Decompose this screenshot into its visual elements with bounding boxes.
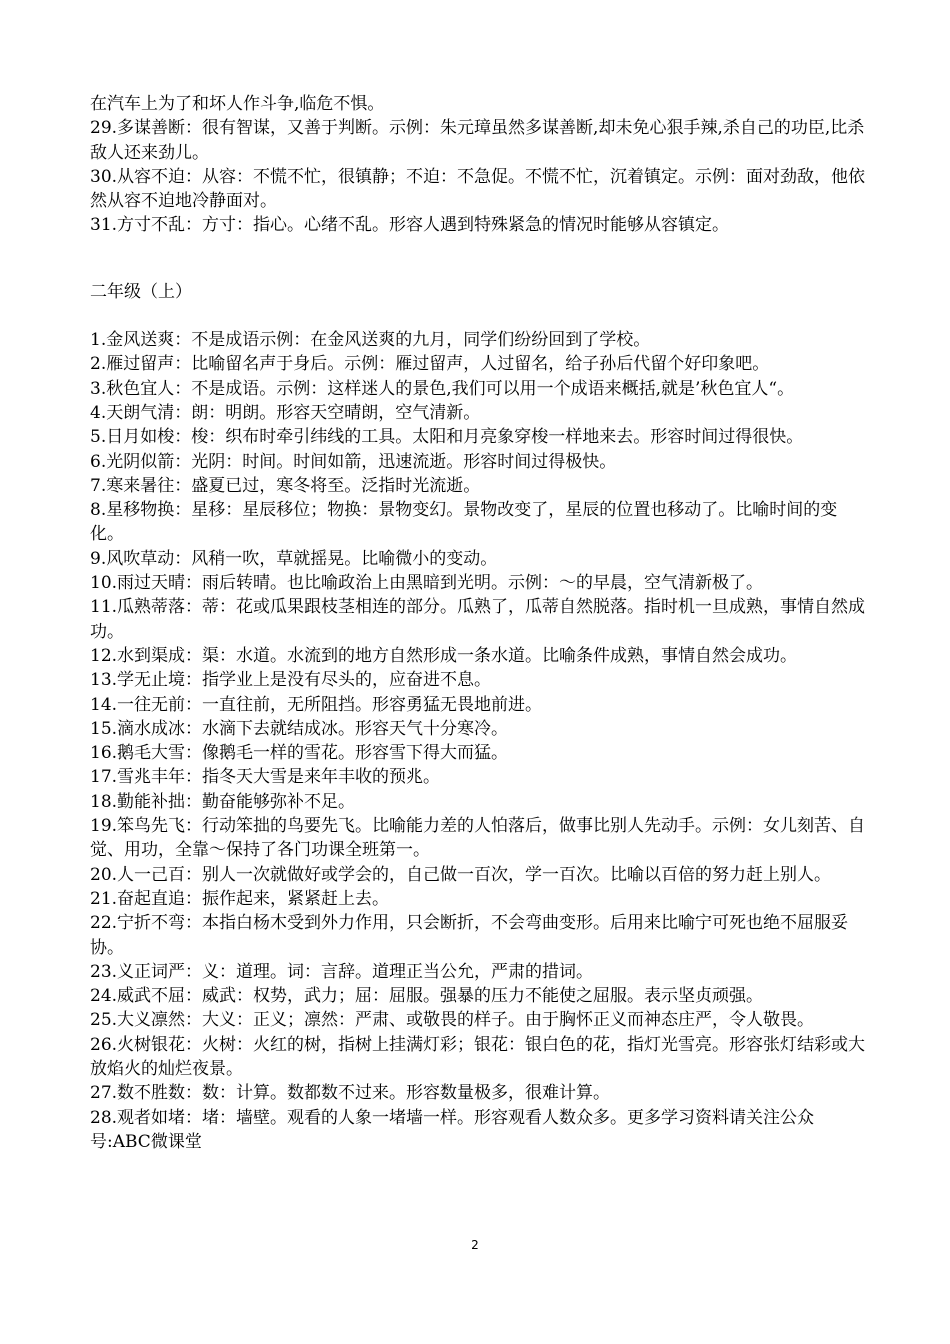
idiom-entry: 31.方寸不乱：方寸：指心。心绪不乱。形容人遇到特殊紧急的情况时能够从容镇定。 xyxy=(90,215,730,236)
page-number: 2 xyxy=(471,1238,479,1252)
idiom-list xyxy=(90,328,870,1154)
idiom-entry: 20.人一己百：别人一次就做好或学会的，自己做一百次，学一百次。比喻以百倍的努力赶上别人。 xyxy=(90,864,832,885)
idiom-entry: 17.雪兆丰年：指冬天大雪是来年丰收的预兆。 xyxy=(90,767,441,788)
idiom-entry: 14.一往无前：一直往前，无所阻挡。形容勇猛无畏地前进。 xyxy=(90,694,543,715)
idiom-entry: 29.多谋善断：很有智谋，又善于判断。示例：朱元璋虽然多谋善断,却未免心狠手辣,杀自己的功臣,比杀敌人还来劲儿。 xyxy=(90,118,865,163)
spacer xyxy=(90,238,870,280)
idiom-entry: 4.天朗气清：朗：明朗。形容天空晴朗，空气清新。 xyxy=(90,402,481,423)
idiom-entry: 16.鹅毛大雪：像鹅毛一样的雪花。形容雪下得大而猛。 xyxy=(90,743,509,764)
idiom-entry: 5.日月如梭：梭：织布时牵引纬线的工具。太阳和月亮象穿梭一样地来去。形容时间过得很快。 xyxy=(90,427,804,448)
idiom-entry: 18.勤能补拙：勤奋能够弥补不足。 xyxy=(90,791,356,812)
idiom-entry: 3.秋色宜人：不是成语。示例：这样迷人的景色,我们可以用一个成语来概括,就是’秋色宜人“。 xyxy=(90,378,795,399)
idiom-entry: 26.火树银花：火树：火红的树，指树上挂满灯彩；银花：银白色的花，指灯光雪亮。形容张灯结彩或大放焰火的灿烂夜景。 xyxy=(90,1034,866,1079)
idiom-entry: 19.笨鸟先飞：行动笨拙的鸟要先飞。比喻能力差的人怕落后，做事比别人先动手。示例：女儿刻苦、自觉、用功，全靠～保持了各门功课全班第一。 xyxy=(90,816,866,861)
text-line: 在汽车上为了和坏人作斗争,临危不惧。 xyxy=(90,94,385,114)
idiom-entry: 2.雁过留声：比喻留名声于身后。示例：雁过留声，人过留名，给子孙后代留个好印象吧。 xyxy=(90,354,770,375)
section-heading: 二年级（上） xyxy=(90,281,192,302)
idiom-entry: 28.观者如堵：堵：墙壁。观看的人象一堵墙一样。形容观看人数众多。更多学习资料请关注公众号:ABC微课堂 xyxy=(90,1107,815,1152)
idiom-entry: 21.奋起直追：振作起来，紧紧赶上去。 xyxy=(90,888,390,909)
idiom-entry: 12.水到渠成：渠：水道。水流到的地方自然形成一条水道。比喻条件成熟，事情自然会成功。 xyxy=(90,645,798,666)
idiom-entry: 27.数不胜数：数：计算。数都数不过来。形容数量极多，很难计算。 xyxy=(90,1083,611,1104)
document-body xyxy=(90,92,870,1154)
top-entry-list xyxy=(90,92,870,238)
idiom-entry: 8.星移物换：星移：星辰移位；物换：景物变幻。景物改变了，星辰的位置也移动了。比喻时间的变化。 xyxy=(90,500,838,545)
idiom-entry: 24.威武不屈：威武：权势，武力；屈：屈服。强暴的压力不能使之屈服。表示坚贞顽强。 xyxy=(90,986,764,1007)
idiom-entry: 30.从容不迫：从容：不慌不忙，很镇静；不迫：不急促。不慌不忙，沉着镇定。示例：面对劲敌，他依然从容不迫地冷静面对。 xyxy=(90,166,866,212)
idiom-entry: 23.义正词严：义：道理。词：言辞。道理正当公允，严肃的措词。 xyxy=(90,961,594,982)
idiom-entry: 11.瓜熟蒂落：蒂：花或瓜果跟枝茎相连的部分。瓜熟了，瓜蒂自然脱落。指时机一旦成熟，事情自然成功。 xyxy=(90,597,866,642)
idiom-entry: 1.金风送爽：不是成语示例：在金风送爽的九月，同学们纷纷回到了学校。 xyxy=(90,330,651,351)
idiom-entry: 7.寒来暑往：盛夏已过，寒冬将至。泛指时光流逝。 xyxy=(90,475,481,496)
idiom-entry: 6.光阴似箭：光阴：时间。时间如箭，迅速流逝。形容时间过得极快。 xyxy=(90,451,617,472)
spacer xyxy=(90,304,870,328)
idiom-entry: 13.学无止境：指学业上是没有尽头的，应奋进不息。 xyxy=(90,670,492,691)
idiom-entry: 15.滴水成冰：水滴下去就结成冰。形容天气十分寒冷。 xyxy=(90,718,509,739)
idiom-entry: 10.雨过天晴：雨后转晴。也比喻政治上由黑暗到光明。示例：～的早晨，空气清新极了。 xyxy=(90,573,764,594)
idiom-entry: 25.大义凛然：大义：正义；凛然：严肃、或敬畏的样子。由于胸怀正义而神态庄严，令人敬畏。 xyxy=(90,1010,815,1031)
idiom-entry: 9.风吹草动：风稍一吹，草就摇晃。比喻微小的变动。 xyxy=(90,548,498,569)
idiom-entry: 22.宁折不弯：本指白杨木受到外力作用，只会断折，不会弯曲变形。后用来比喻宁可死也绝不屈服妥协。 xyxy=(90,913,849,958)
